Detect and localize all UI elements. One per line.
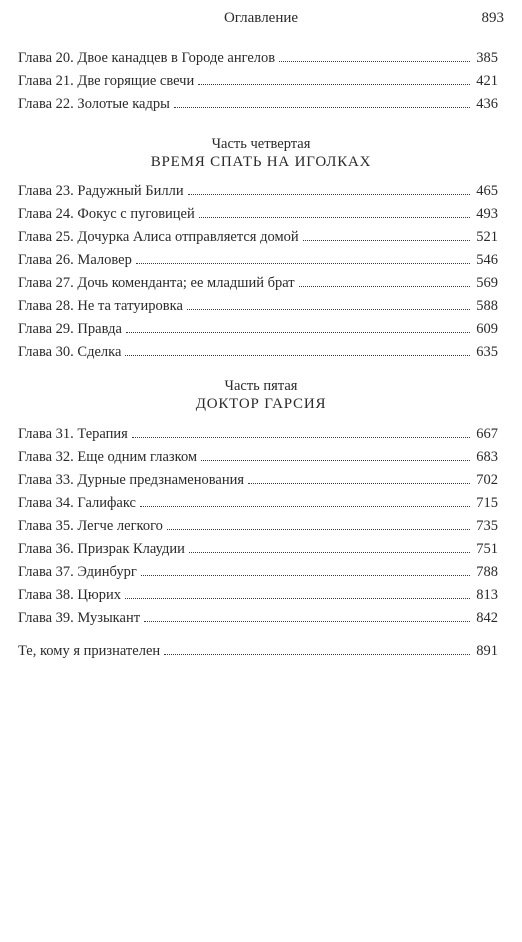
toc-dot-leader [140,506,470,507]
part-title: ДОКТОР ГАРСИЯ [195,396,327,412]
toc-entry [18,640,498,662]
toc-dot-leader [144,621,470,622]
toc-entry-title: Глава 32. Еще одним глазком [18,449,198,465]
toc-dot-leader [187,309,470,310]
part-label: Часть пятая [224,378,298,394]
toc-entry-page: 436 [476,96,498,112]
toc-entry [18,607,498,629]
toc-entry [18,272,498,294]
toc-entry [18,93,498,115]
toc-dot-leader [167,529,470,530]
toc-entry-title: Глава 37. Эдинбург [18,564,137,580]
toc-entry [18,515,498,537]
toc-entry-title: Глава 28. Не та татуировка [18,298,183,314]
toc-entry-page: 891 [476,643,498,659]
toc-entry-title: Глава 21. Две горящие свечи [18,73,195,89]
toc-entry-title: Глава 29. Правда [18,321,122,337]
toc-entry-page: 751 [476,541,498,557]
toc-dot-leader [132,437,470,438]
toc-entry [18,70,498,92]
toc-entry-page: 588 [476,298,498,314]
toc-dot-leader [248,483,470,484]
toc-entry [18,469,498,491]
toc-entry [18,47,498,69]
toc-entry-page: 465 [476,183,498,199]
toc-entry-page: 702 [476,472,498,488]
toc-entry [18,423,498,445]
toc-entry [18,561,498,583]
toc-entry [18,538,498,560]
toc-entry-page: 493 [476,206,498,222]
toc-entry-title: Глава 39. Музыкант [18,610,141,626]
toc-entry [18,226,498,248]
toc-dot-leader [198,84,470,85]
toc-entry-page: 813 [476,587,498,603]
toc-dot-leader [125,598,470,599]
toc-entry [18,180,498,202]
running-head [18,10,504,32]
toc-dot-leader [279,61,470,62]
toc-dot-leader [141,575,470,576]
toc-entry-title: Глава 26. Маловер [18,252,132,268]
toc-dot-leader [201,460,470,461]
toc-entry [18,249,498,271]
part-label: Часть четвертая [211,136,311,152]
toc-entry-page: 546 [476,252,498,268]
running-head-title: Оглавление [223,10,299,26]
toc-entry-page: 385 [476,50,498,66]
toc-entry-title: Глава 33. Дурные предзнаменования [18,472,245,488]
toc-entry [18,446,498,468]
toc-entry-page: 683 [476,449,498,465]
toc-entry-title: Глава 30. Сделка [18,344,122,360]
toc-entry-page: 735 [476,518,498,534]
toc-entry [18,341,498,363]
toc-entry-title: Те, кому я признателен [18,643,161,659]
toc-entry [18,492,498,514]
toc-dot-leader [299,286,471,287]
toc-entry [18,318,498,340]
toc-dot-leader [199,217,470,218]
toc-entry-title: Глава 38. Цюрих [18,587,121,603]
toc-dot-leader [136,263,470,264]
toc-dot-leader [303,240,471,241]
toc-entry-title: Глава 25. Дочурка Алиса отправляется домой [18,229,299,245]
toc-dot-leader [164,654,470,655]
part-title: ВРЕМЯ СПАТЬ НА ИГОЛКАХ [150,154,372,170]
toc-entry-title: Глава 22. Золотые кадры [18,96,170,112]
toc-entry-page: 667 [476,426,498,442]
toc-entry-title: Глава 24. Фокус с пуговицей [18,206,195,222]
toc-entry-page: 421 [476,73,498,89]
toc-entry [18,203,498,225]
toc-entry-title: Глава 20. Двое канадцев в Городе ангелов [18,50,276,66]
toc-entry [18,295,498,317]
toc-entry-page: 635 [476,344,498,360]
toc-entry-page: 715 [476,495,498,511]
toc-entry-title: Глава 27. Дочь коменданта; ее младший брат [18,275,295,291]
toc-entry-title: Глава 23. Радужный Билли [18,183,184,199]
toc-entry [18,584,498,606]
toc-entry-page: 842 [476,610,498,626]
toc-dot-leader [125,355,470,356]
toc-entry-page: 569 [476,275,498,291]
toc-entry-title: Глава 35. Легче легкого [18,518,163,534]
toc-entry-title: Глава 36. Призрак Клаудии [18,541,185,557]
toc-entry-title: Глава 31. Терапия [18,426,128,442]
toc-entry-page: 788 [476,564,498,580]
toc-entry-title: Глава 34. Галифакс [18,495,136,511]
toc-entry-page: 521 [476,229,498,245]
toc-dot-leader [188,194,471,195]
toc-dot-leader [126,332,470,333]
running-head-page-number: 893 [481,10,504,26]
toc-dot-leader [174,107,470,108]
toc-dot-leader [189,552,470,553]
toc-entry-page: 609 [476,321,498,337]
